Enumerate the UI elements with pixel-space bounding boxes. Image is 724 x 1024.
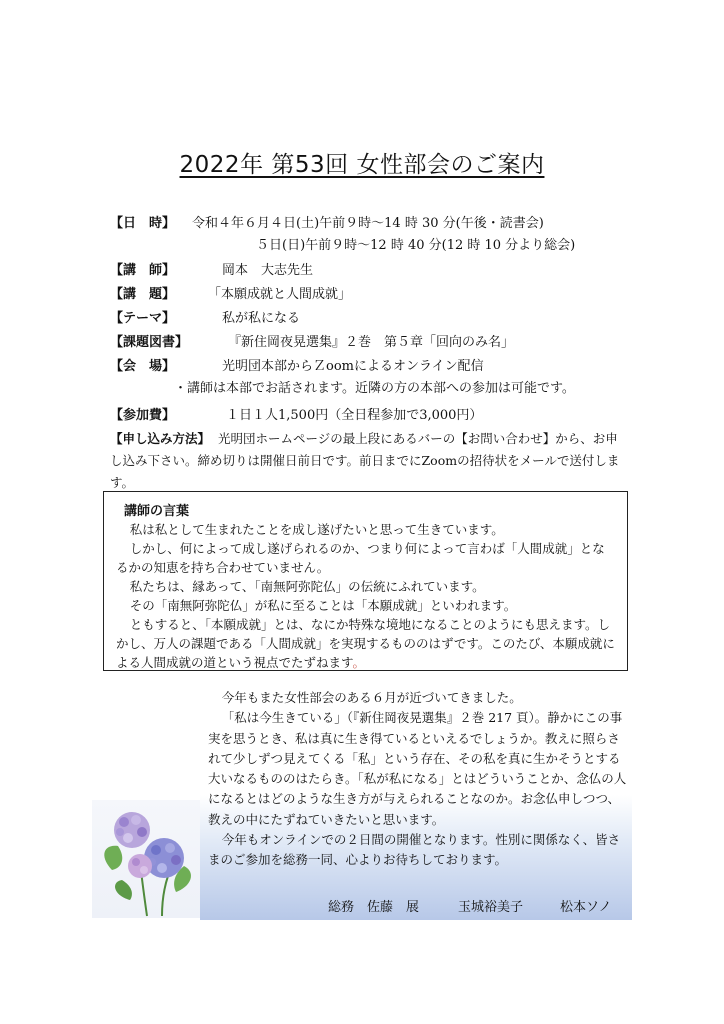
fee-value: １日１人1,500円（全日程参加で3,000円） [226, 408, 483, 423]
venue-label: 【会 場】 [110, 359, 176, 374]
application-method [110, 428, 622, 494]
lecturer-words-box [103, 491, 628, 671]
lecturer-paragraph: 私は私として生まれたことを成し遂げたいと思って生きています。 [129, 522, 504, 537]
book-value: 『新住岡夜晃選集』２巻 第５章「回向のみ名」 [228, 335, 515, 350]
hydrangea-illustration [92, 800, 200, 918]
lecturer-words-heading: 講師の言葉 [124, 504, 190, 519]
venue-value: 光明団本部からＺoomによるオンライン配信 [222, 359, 484, 374]
lecturer-value: 岡本 大志先生 [222, 263, 314, 278]
signature-tamaki: 玉城裕美子 [458, 900, 524, 915]
message-paragraph: 今年もオンラインでの２日間の開催となります。性別に関係なく、皆さまのご参加を総務一同、心よりお待ちしております。 [208, 832, 621, 868]
application-label: 【申し込み方法】 [110, 431, 211, 446]
lecturer-paragraph-last [116, 615, 616, 672]
venue-note: ・講師は本部でお話されます。近隣の方の本部への参加は可能です。 [174, 381, 575, 396]
theme-label: 【テーマ】 [110, 311, 176, 326]
greeting-message [208, 688, 628, 871]
book-label: 【課題図書】 [110, 335, 189, 350]
topic-value: 「本願成就と人間成就」 [208, 287, 352, 302]
signature-sato: 総務 佐藤 展 [328, 900, 420, 915]
lecturer-paragraph: その「南無阿弥陀仏」が私に至ることは「本願成就」といわれます。 [129, 598, 517, 613]
lecturer-paragraph-text: ともすると、「本願成就」とは、なにか特殊な境地になることのようにも思えます。しかし、万人の課題である「人間成就」を実現するもののはずです。このたび、本願成就による人間成就の道という視点でたずねます [116, 617, 615, 670]
lecturer-words-body [116, 520, 616, 672]
message-paragraph: 「私は今生きている」（『新住岡夜晃選集』２巻 217 頁）。静かにこの事実を思うとき、私は真に生き得ているといえるでしょうか。教えに照らされて少しずつ見えてくる「私」という存在、その私を真に生かそうとする大いなるもののはたらき。「私が私になる」とはどういうことか、念仏の人になるとはどのような生き方が与えられることなのか。お念仏申しつつ、教えの中にたずねていきたいと思います。 [208, 710, 627, 827]
lecturer-paragraph: 私たちは、縁あって、「南無阿弥陀仏」の伝統にふれています。 [129, 579, 485, 594]
lecturer-label: 【講 師】 [110, 263, 176, 278]
application-text: 光明団ホームページの最上段にあるバーの【お問い合わせ】から、お申し込み下さい。締め切りは開催日前日です。前日までにZoomの招待状をメールで送付します。 [110, 431, 620, 490]
hydrangea-flower-icon [92, 800, 200, 918]
lecturer-final-mark: 。 [352, 655, 366, 670]
message-paragraph: 今年もまた女性部会のある６月が近づいてきました。 [221, 690, 522, 705]
date-value-1: 令和４年６月４日(土)午前９時～14 時 30 分(午後・読書会) [192, 216, 544, 231]
lecturer-paragraph: しかし、何によって成し遂げられるのか、つまり何によって言わば「人間成就」となるかの知恵を持ち合わせていません。 [116, 541, 605, 575]
date-value-2: ５日(日)午前９時～12 時 40 分(12 時 10 分より総会) [256, 238, 576, 253]
title-text: 2022年 第53回 女性部会のご案内 [179, 152, 545, 178]
fee-label: 【参加費】 [110, 408, 176, 423]
topic-label: 【講 題】 [110, 287, 176, 302]
page-title [0, 146, 724, 179]
signature-matsumoto: 松本ソノ [560, 900, 612, 915]
theme-value: 私が私になる [222, 311, 301, 326]
date-label: 【日 時】 [110, 216, 176, 231]
